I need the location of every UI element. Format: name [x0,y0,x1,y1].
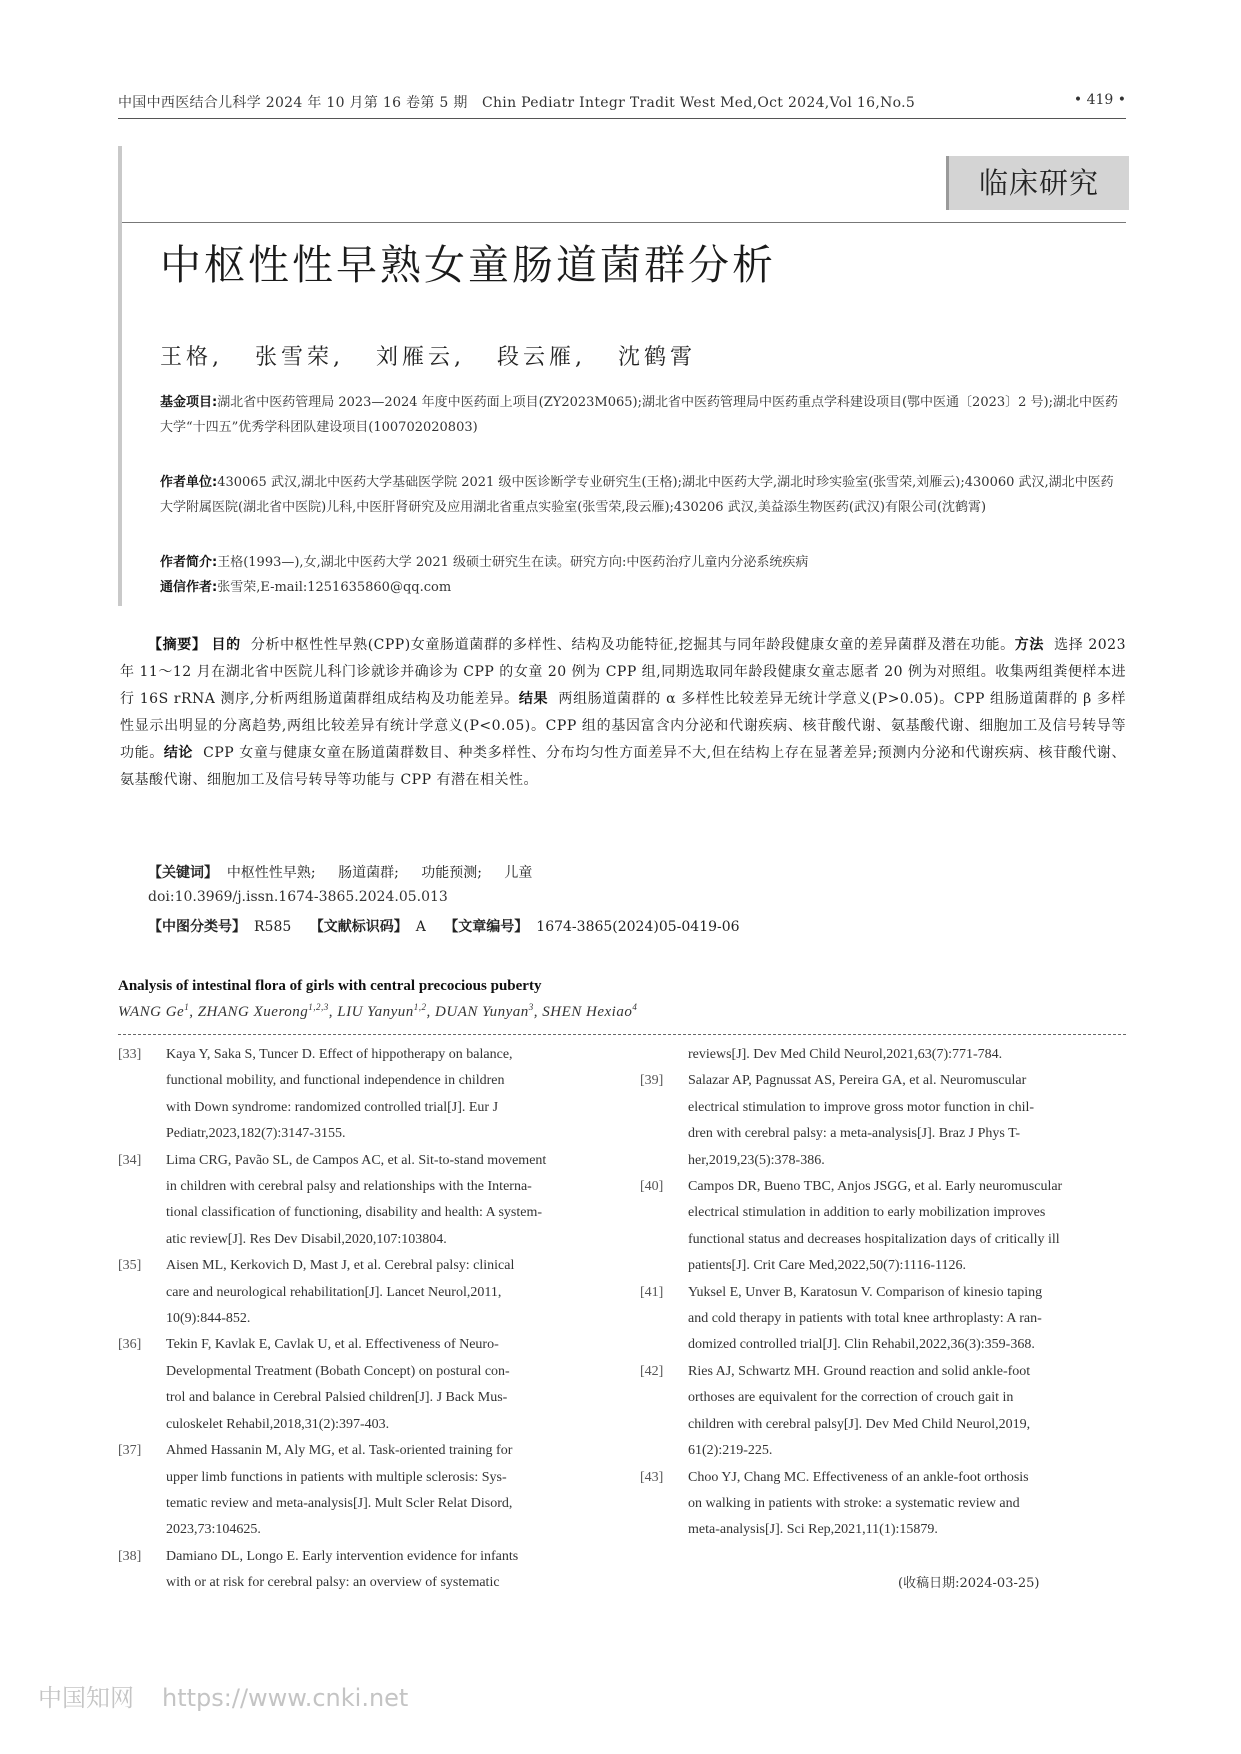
reference-number: [37] [118,1443,142,1459]
reference-entry [118,1438,596,1464]
english-author: SHEN Hexiao [542,1004,633,1020]
bio-text: 王格(1993—),女,湖北中医药大学 2021 级硕士研究生在读。研究方向:中医药治疗儿童内分泌系统疾病 [217,555,809,570]
reference-entry [640,1359,1126,1385]
author-bio [160,550,1126,575]
reference-entry [118,1042,596,1068]
reference-text: in children with cerebral palsy and relationships with the Interna- [166,1179,532,1195]
reference-text: 2023,73:104625. [166,1522,261,1538]
reference-text: Lima CRG, Pavão SL, de Campos AC, et al. Sit-to-stand movement [166,1152,547,1168]
reference-number [118,1200,166,1226]
classification-line [148,916,754,936]
reference-text: Choo YJ, Chang MC. Effectiveness of an ankle-foot orthosis [688,1469,1029,1485]
reference-continuation [640,1095,1126,1121]
affiliation-info [160,470,1126,520]
reference-text: Yuksel E, Unver B, Karatosun V. Comparison of kinesio taping [688,1284,1043,1300]
reference-continuation [118,1359,596,1385]
reference-continuation [118,1465,596,1491]
reference-text: Tekin F, Kavlak E, Cavlak U, et al. Effectiveness of Neuro- [166,1337,499,1353]
reference-number: [35] [118,1258,142,1274]
reference-number [640,1517,688,1543]
methods-label: 方法 [1014,637,1044,653]
reference-number [118,1491,166,1517]
affiliation-marker: 1,2,3 [308,1002,329,1012]
results-label: 结果 [518,691,549,707]
doi: doi:10.3969/j.issn.1674-3865.2024.05.013 [148,889,448,905]
corresp-label: 通信作者: [160,580,218,595]
reference-number [118,1121,166,1147]
reference-number [640,1438,688,1464]
reference-entry [118,1332,596,1358]
running-header [118,92,1126,119]
author-name: 张雪荣, [255,345,344,370]
reference-number [118,1570,166,1596]
reference-text: tional classification of functioning, disability and health: A system- [166,1205,542,1221]
reference-continuation [118,1095,596,1121]
reference-number [118,1306,166,1332]
reference-text: electrical stimulation in addition to early mobilization improves [688,1205,1046,1221]
reference-number [640,1095,688,1121]
reference-continuation [640,1200,1126,1226]
references-right-column [640,1042,1126,1544]
reference-number: [41] [640,1284,664,1300]
reference-text: on walking in patients with stroke: a systematic review and [688,1495,1020,1511]
reference-continuation [118,1280,596,1306]
cnki-watermark [38,1678,408,1713]
english-author: WANG Ge [118,1004,185,1020]
reference-continuation [118,1227,596,1253]
affiliation-marker: 4 [632,1002,638,1012]
reference-text: domized controlled trial[J]. Clin Rehabil,2022,36(3):359-368. [688,1337,1035,1353]
reference-continuation [118,1174,596,1200]
reference-text: functional mobility, and functional independence in children [166,1073,505,1089]
keyword: 中枢性性早熟; [226,865,316,881]
reference-text: children with cerebral palsy[J]. Dev Med Child Neurol,2019, [688,1416,1031,1432]
reference-text: Damiano DL, Longo E. Early intervention evidence for infants [166,1548,519,1564]
methods-text: 选择 2023 年 11～12 月在湖北省中医院儿科门诊就诊并确诊为 CPP 的女童 20 例为 CPP 组,同期选取同年龄段健康女童志愿者 20 例为对照组。收集两组粪便样本进行 16S rRNA 测序,分析两组肠道菌群组成结构及功能差异。 [120,637,1126,707]
reference-text: Salazar AP, Pagnussat AS, Pereira GA, et al. Neuromuscular [688,1073,1027,1089]
references-left-column [118,1042,596,1597]
keyword: 功能预测; [421,865,482,881]
reference-number [640,1412,688,1438]
article-no-value: 1674-3865(2024)05-0419-06 [536,919,740,935]
reference-text: meta-analysis[J]. Sci Rep,2021,11(1):15879. [688,1522,938,1538]
reference-continuation [640,1385,1126,1411]
reference-number [640,1491,688,1517]
reference-number [640,1332,688,1358]
author-name: 刘雁云, [376,345,465,370]
reference-entry [640,1068,1126,1094]
reference-continuation [640,1148,1126,1174]
received-date: (收稿日期:2024-03-25) [898,1576,1040,1591]
funding-info [160,390,1126,440]
reference-text: Aisen ML, Kerkovich D, Mast J, et al. Cerebral palsy: clinical [166,1258,515,1274]
reference-number [118,1227,166,1253]
reference-number: [36] [118,1337,142,1353]
author-name: 段云雁, [497,345,586,370]
reference-number: [39] [640,1073,664,1089]
reference-number [118,1359,166,1385]
reference-text: dren with cerebral palsy: a meta-analysis[J]. Braz J Phys T- [688,1126,1021,1142]
watermark-url: https://www.cnki.net [162,1684,409,1712]
abstract [120,632,1126,794]
author-list [160,340,696,371]
funding-text: 湖北省中医药管理局 2023—2024 年度中医药面上项目(ZY2023M065);湖北省中医药管理局中医药重点学科建设项目(鄂中医通〔2023〕2 号);湖北中医药大学“十四五”优秀学科团队建设项目(100702020803) [160,395,1118,435]
corresp-text: 张雪荣,E-mail:1251635860@qq.com [217,580,452,595]
english-author: DUAN Yunyan [435,1004,529,1020]
reference-entry [640,1042,1126,1068]
reference-text: 10(9):844-852. [166,1311,251,1327]
reference-text: and cold therapy in patients with total knee arthroplasty: A ran- [688,1311,1042,1327]
bio-label: 作者简介: [160,555,218,570]
reference-text: 61(2):219-225. [688,1443,773,1459]
reference-text: atic review[J]. Res Dev Disabil,2020,107:103804. [166,1231,447,1247]
reference-text: with or at risk for cerebral palsy: an overview of systematic [166,1575,500,1591]
page-number: • 419 • [1073,92,1126,108]
english-title: Analysis of intestinal flora of girls with central precocious puberty [118,978,542,994]
reference-text: care and neurological rehabilitation[J]. Lancet Neurol,2011, [166,1284,502,1300]
reference-text: culoskelet Rehabil,2018,31(2):397-403. [166,1416,390,1432]
abstract-label: 【摘要】 [148,637,207,653]
reference-text: her,2019,23(5):378-386. [688,1152,825,1168]
reference-continuation [640,1412,1126,1438]
reference-number [118,1517,166,1543]
reference-continuation [640,1438,1126,1464]
reference-text: patients[J]. Crit Care Med,2022,50(7):1116-1126. [688,1258,967,1274]
left-margin-rule [118,146,122,606]
english-authors: WANG Ge$^1$, ZHANG Xuerong$^{1,2,3}$, LIU Yanyun$^{1,2}$, DUAN Yunyan$^3$, SHEN Hexiao$^4$ [118,1002,638,1020]
reference-entry [118,1148,596,1174]
reference-continuation [640,1121,1126,1147]
reference-number [118,1385,166,1411]
author-name: 沈鹤霄 [618,345,697,370]
affiliation-marker: 1 [184,1002,190,1012]
reference-continuation [640,1227,1126,1253]
clc-label: 【中图分类号】 [148,919,246,935]
affiliation-marker: 1,2 [413,1002,427,1012]
reference-text: electrical stimulation to improve gross motor function in chil- [688,1099,1035,1115]
reference-text: upper limb functions in patients with multiple sclerosis: Sys- [166,1469,507,1485]
journal-citation: 中国中西医结合儿科学 2024 年 10 月第 16 卷第 5 期 Chin Pediatr Integr Tradit West Med,Oct 2024,Vol 16,No.5 [118,95,916,111]
english-author: ZHANG Xuerong [197,1004,309,1020]
reference-number [640,1385,688,1411]
author-name: 王格, [160,345,223,370]
keyword: 儿童 [504,865,533,881]
reference-continuation [640,1491,1126,1517]
reference-entry [640,1280,1126,1306]
reference-text: Ries AJ, Schwartz MH. Ground reaction and solid ankle-foot [688,1363,1031,1379]
results-text: 两组肠道菌群的 α 多样性比较差异无统计学意义(P>0.05)。CPP 组肠道菌群的 β 多样性显示出明显的分离趋势,两组比较差异有统计学意义(P<0.05)。CPP 组的基因富含内分泌和代谢疾病、核苷酸代谢、氨基酸代谢、细胞加工及信号转导等功能。 [120,691,1126,761]
section-divider [122,222,1126,223]
reference-continuation [118,1570,596,1596]
section-label-box [946,156,1129,210]
article-no-label: 【文章编号】 [444,919,529,935]
reference-number [640,1121,688,1147]
reference-continuation [640,1306,1126,1332]
reference-continuation [118,1306,596,1332]
reference-number [118,1095,166,1121]
doc-code-value: A [415,919,426,935]
reference-continuation [640,1253,1126,1279]
reference-continuation [118,1068,596,1094]
watermark-brand: 中国知网 [38,1684,134,1712]
reference-entry [118,1253,596,1279]
reference-continuation [118,1517,596,1543]
conclusion-text: CPP 女童与健康女童在肠道菌群数目、种类多样性、分布均匀性方面差异不大,但在结构上存在显著差异;预测内分泌和代谢疾病、核苷酸代谢、氨基酸代谢、细胞加工及信号转导等功能与 CPP 有潜在相关性。 [120,745,1127,788]
reference-text: orthoses are equivalent for the correction of crouch gait in [688,1390,1014,1406]
reference-continuation [118,1412,596,1438]
affiliation-text: 430065 武汉,湖北中医药大学基础医学院 2021 级中医诊断学专业研究生(王格);湖北中医药大学,湖北时珍实验室(张雪荣,刘雁云);430060 武汉,湖北中医药大学附属医院(湖北省中医院)儿科,中医肝肾研究及应用湖北省重点实验室(张雪荣,段云雁);430206 武汉,美益添生物医药(武汉)有限公司(沈鹤霄) [160,475,1114,515]
reference-number: [34] [118,1152,142,1168]
reference-number [640,1253,688,1279]
objective-text: 分析中枢性性早熟(CPP)女童肠道菌群的多样性、结构及功能特征,挖掘其与同年龄段健康女童的差异菌群及潜在功能。 [250,637,1015,653]
corresponding-author [160,575,1126,600]
clc-value: R585 [254,919,292,935]
funding-label: 基金项目: [160,395,218,410]
reference-number [640,1306,688,1332]
article-title: 中枢性性早熟女童肠道菌群分析 [160,241,776,289]
reference-number: [42] [640,1363,664,1379]
english-author: LIU Yanyun [337,1004,414,1020]
keyword: 肠道菌群; [338,865,399,881]
reference-number: [38] [118,1548,142,1564]
reference-text: Developmental Treatment (Bobath Concept) on postural con- [166,1363,510,1379]
reference-text: Ahmed Hassanin M, Aly MG, et al. Task-oriented training for [166,1443,513,1459]
reference-continuation [118,1491,596,1517]
reference-continuation [640,1517,1126,1543]
reference-number [118,1174,166,1200]
reference-text: with Down syndrome: randomized controlled trial[J]. Eur J [166,1099,499,1115]
reference-number [118,1465,166,1491]
reference-number [640,1042,688,1068]
reference-entry [640,1465,1126,1491]
reference-text: trol and balance in Cerebral Palsied children[J]. J Back Mus- [166,1390,508,1406]
reference-text: reviews[J]. Dev Med Child Neurol,2021,63(7):771-784. [688,1047,1003,1062]
reference-continuation [640,1332,1126,1358]
affiliation-label: 作者单位: [160,475,218,490]
reference-number [118,1068,166,1094]
reference-number: [40] [640,1179,664,1195]
reference-number [640,1200,688,1226]
keywords [148,862,550,882]
reference-text: Kaya Y, Saka S, Tuncer D. Effect of hippotherapy on balance, [166,1047,513,1062]
objective-label: 目的 [211,637,241,653]
reference-entry [118,1544,596,1570]
doc-code-label: 【文献标识码】 [309,919,408,935]
reference-number [640,1148,688,1174]
reference-text: functional status and decreases hospitalization days of critically ill [688,1231,1060,1247]
reference-text: Pediatr,2023,182(7):3147-3155. [166,1126,346,1142]
reference-text: tematic review and meta-analysis[J]. Mult Scler Relat Disord, [166,1495,513,1511]
reference-number: [43] [640,1469,664,1485]
reference-continuation [118,1121,596,1147]
reference-continuation [118,1385,596,1411]
references-divider [118,1034,1126,1035]
reference-continuation [118,1200,596,1226]
affiliation-marker: 3 [528,1002,534,1012]
keywords-label: 【关键词】 [148,865,218,881]
reference-text: Campos DR, Bueno TBC, Anjos JSGG, et al. Early neuromuscular [688,1179,1063,1195]
reference-number [118,1280,166,1306]
reference-entry [640,1174,1126,1200]
conclusion-label: 结论 [163,745,194,761]
reference-number: [33] [118,1047,142,1062]
reference-number [118,1412,166,1438]
section-label: 临床研究 [978,166,1099,200]
reference-number [640,1227,688,1253]
